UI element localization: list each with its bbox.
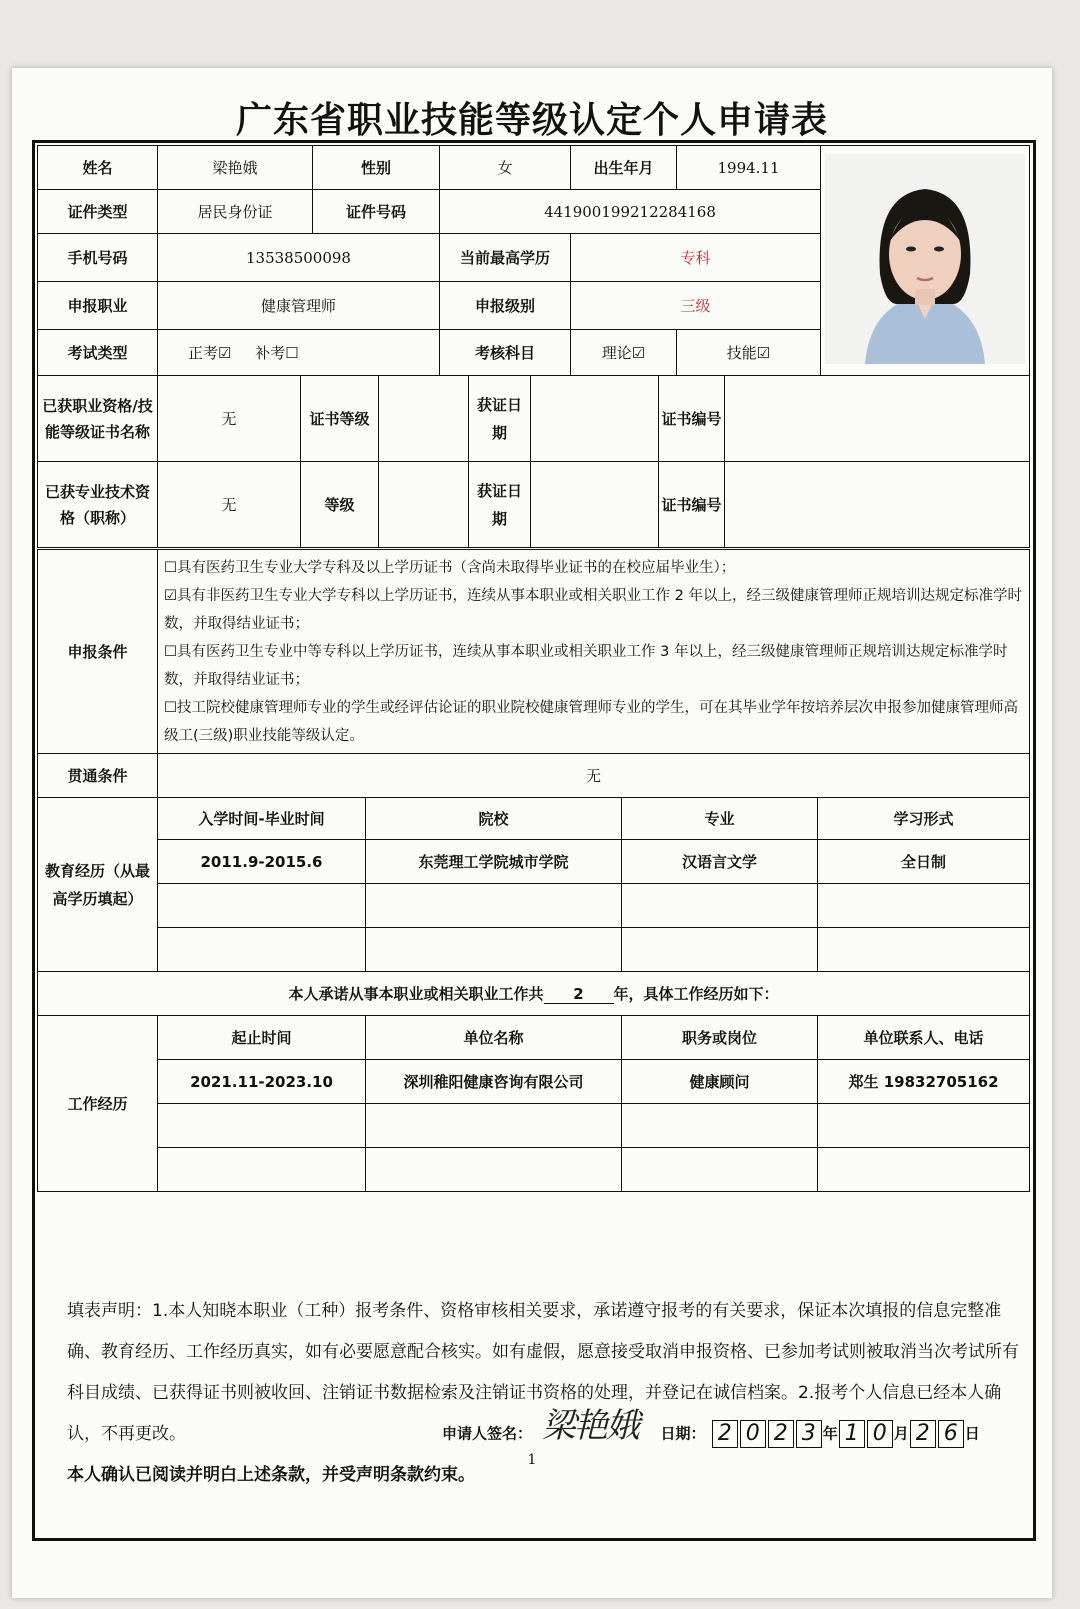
title-number-label: 证书编号: [659, 462, 725, 548]
work-empty-cell: [158, 1148, 366, 1192]
edu-empty-cell: [366, 884, 622, 928]
day-unit: 日: [964, 1424, 980, 1443]
date-digit[interactable]: 3: [796, 1420, 822, 1448]
commitment-years: 2: [544, 985, 614, 1004]
work-position: 健康顾问: [622, 1060, 818, 1104]
work-empty-cell: [158, 1104, 366, 1148]
condition-item[interactable]: ☑具有非医药卫生专业大学专科以上学历证书，连续从事本职业或相关职业工作 2 年以上，经三级健康管理师正规培训达规定标准学时数，并取得结业证书；: [164, 587, 1022, 632]
through-label: 贯通条件: [38, 754, 158, 798]
id-number-label: 证件号码: [313, 190, 440, 234]
skill-checkbox[interactable]: 技能☑: [677, 330, 821, 376]
date-digit[interactable]: 6: [938, 1420, 964, 1448]
conditions-table: [37, 549, 1030, 798]
name-label: 姓名: [38, 146, 158, 190]
work-empty-cell: [622, 1148, 818, 1192]
title-level-value: [379, 462, 469, 548]
exam-type-label: 考试类型: [38, 330, 158, 376]
form-title: 广东省职业技能等级认定个人申请表: [235, 100, 828, 141]
work-empty-cell: [366, 1148, 622, 1192]
work-empty-cell: [366, 1104, 622, 1148]
exam-type-options: [158, 330, 440, 376]
subject-label: 考核科目: [440, 330, 571, 376]
photo-cell: [821, 146, 1030, 376]
conditions-label: 申报条件: [38, 550, 158, 754]
work-empty-cell: [622, 1104, 818, 1148]
title-number-value: [725, 462, 1030, 548]
work-company: 深圳稚阳健康咨询有限公司: [366, 1060, 622, 1104]
vocational-cert-label: 已获职业资格/技能等级证书名称: [38, 376, 158, 462]
condition-item[interactable]: ☐具有医药卫生专业中等专科以上学历证书，连续从事本职业或相关职业工作 3 年以上，经三级健康管理师正规培训达规定标准学时数，并取得结业证书；: [164, 643, 1008, 688]
work-header-period: 起止时间: [158, 1016, 366, 1060]
date-digit[interactable]: 2: [712, 1420, 738, 1448]
signature-line: [442, 1420, 980, 1448]
work-contact: 郑生 19832705162: [818, 1060, 1030, 1104]
edu-empty-cell: [158, 928, 366, 972]
level-value: 三级: [571, 282, 821, 330]
date-digit[interactable]: 1: [839, 1420, 865, 1448]
applicant-photo: [825, 154, 1025, 364]
education-level-value: 专科: [571, 234, 821, 282]
edu-header-major: 专业: [622, 798, 818, 840]
commitment-prefix: 本人承诺从事本职业或相关职业工作共: [288, 985, 544, 1003]
phone-value: 13538500098: [158, 234, 440, 282]
declaration-text: 填表声明：1.本人知晓本职业（工种）报考条件、资格审核相关要求，承诺遵守报考的有关要求，保证本次填报的信息完整准确、教育经历、工作经历真实，如有必要愿意配合核实。如有虚假，愿意接受取消申报资格、已参加考试则被取消当次考试所有科目成绩、已获得证书则被收回、注销证书数据检索及注销证书资格的处理，并登记在诚信档案。2.报考个人信息已经本人确认，不再更改。: [67, 1301, 1019, 1444]
work-empty-cell: [818, 1104, 1030, 1148]
edu-major: 汉语言文学: [622, 840, 818, 884]
edu-header-period: 入学时间-毕业时间: [158, 798, 366, 840]
name-value: 梁艳娥: [158, 146, 313, 190]
month-unit: 月: [893, 1424, 909, 1443]
birth-value: 1994.11: [677, 146, 821, 190]
education-level-label: 当前最高学历: [440, 234, 571, 282]
title-date-value: [531, 462, 659, 548]
edu-period: 2011.9-2015.6: [158, 840, 366, 884]
work-label: 工作经历: [38, 1016, 158, 1192]
edu-header-mode: 学习形式: [818, 798, 1030, 840]
education-table: [37, 797, 1030, 972]
commitment-suffix: 年，具体工作经历如下：: [613, 985, 779, 1003]
cert-date-label: 获证日期: [469, 376, 531, 462]
work-header-position: 职务或岗位: [622, 1016, 818, 1060]
condition-item[interactable]: ☐技工院校健康管理师专业的学生或经评估论证的职业院校健康管理师专业的学生，可在其毕业学年按培养层次申报参加健康管理师高级工(三级)职业技能等级认定。: [164, 699, 1018, 744]
professional-title-value: 无: [158, 462, 301, 548]
date-digit[interactable]: 0: [740, 1420, 766, 1448]
edu-empty-cell: [818, 884, 1030, 928]
exam-makeup-checkbox[interactable]: 补考☐: [255, 344, 299, 362]
level-label: 申报级别: [440, 282, 571, 330]
work-header-contact: 单位联系人、电话: [818, 1016, 1030, 1060]
title-level-label: 等级: [301, 462, 379, 548]
date-digit[interactable]: 0: [867, 1420, 893, 1448]
cert-date-value: [531, 376, 659, 462]
edu-header-school: 院校: [366, 798, 622, 840]
gender-value: 女: [440, 146, 571, 190]
date-label: 日期：: [660, 1424, 706, 1443]
professional-title-label: 已获专业技术资格（职称）: [38, 462, 158, 548]
personal-info-table: [37, 145, 1030, 376]
through-value: 无: [158, 754, 1030, 798]
condition-item[interactable]: ☐具有医药卫生专业大学专科及以上学历证书（含尚未取得毕业证书的在校应届毕业生）；: [164, 559, 736, 576]
date-digit[interactable]: 2: [768, 1420, 794, 1448]
phone-label: 手机号码: [38, 234, 158, 282]
cert-number-label: 证书编号: [659, 376, 725, 462]
handwritten-signature: 梁艳娥: [542, 1406, 638, 1446]
date-digit[interactable]: 2: [910, 1420, 936, 1448]
work-header-company: 单位名称: [366, 1016, 622, 1060]
edu-empty-cell: [158, 884, 366, 928]
work-table: [37, 971, 1030, 1192]
theory-checkbox[interactable]: 理论☑: [571, 330, 677, 376]
cert-number-value: [725, 376, 1030, 462]
id-type-label: 证件类型: [38, 190, 158, 234]
work-empty-cell: [818, 1148, 1030, 1192]
edu-school: 东莞理工学院城市学院: [366, 840, 622, 884]
edu-empty-cell: [622, 884, 818, 928]
year-unit: 年: [822, 1424, 838, 1443]
vocational-cert-value: 无: [158, 376, 301, 462]
edu-empty-cell: [818, 928, 1030, 972]
application-sheet: [12, 68, 1052, 1598]
cert-level-value: [379, 376, 469, 462]
title-date-label: 获证日期: [469, 462, 531, 548]
signature-label: 申请人签名：: [442, 1424, 533, 1443]
edu-empty-cell: [366, 928, 622, 972]
conditions-list: [158, 550, 1030, 754]
edu-mode: 全日制: [818, 840, 1030, 884]
certificates-table: [37, 375, 1030, 548]
form-frame: [32, 140, 1036, 1541]
cert-level-label: 证书等级: [301, 376, 379, 462]
job-value: 健康管理师: [158, 282, 440, 330]
job-label: 申报职业: [38, 282, 158, 330]
education-label: 教育经历（从最高学历填起）: [38, 798, 158, 972]
id-number-value: 441900199212284168: [440, 190, 821, 234]
birth-label: 出生年月: [571, 146, 677, 190]
commitment-line: [38, 972, 1030, 1016]
work-period: 2021.11-2023.10: [158, 1060, 366, 1104]
edu-empty-cell: [622, 928, 818, 972]
exam-regular-checkbox[interactable]: 正考☑: [188, 344, 232, 362]
page-number: 1: [527, 1452, 537, 1468]
declaration-confirm: 本人确认已阅读并明白上述条款，并受声明条款约束。: [67, 1465, 475, 1485]
id-type-value: 居民身份证: [158, 190, 313, 234]
gender-label: 性别: [313, 146, 440, 190]
